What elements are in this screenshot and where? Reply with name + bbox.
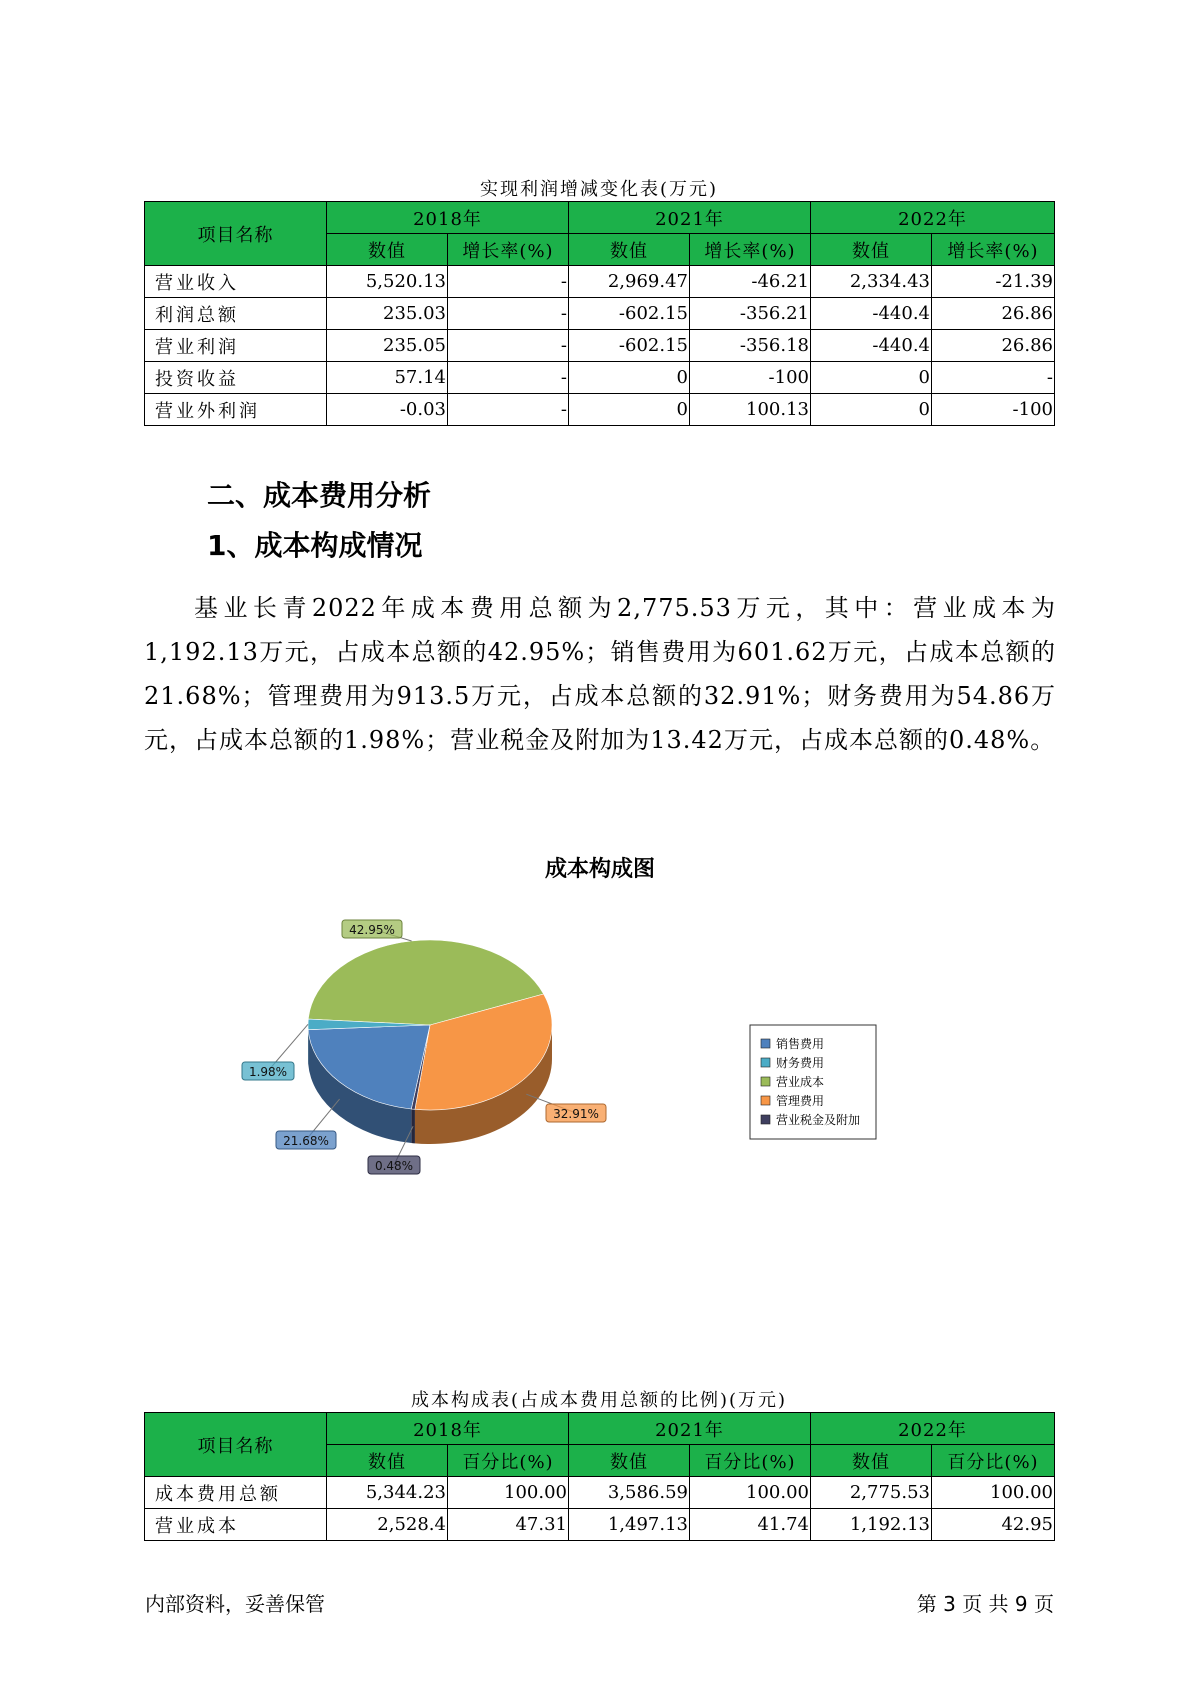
column-header: 增长率(%) — [690, 234, 811, 266]
row-label: 投资收益 — [145, 362, 327, 394]
legend-label: 财务费用 — [776, 1056, 825, 1070]
table-cell: - — [448, 330, 569, 362]
table-cell: - — [448, 298, 569, 330]
column-header: 百分比(%) — [690, 1445, 811, 1477]
row-label: 成本费用总额 — [145, 1477, 327, 1509]
table-cell: 3,586.59 — [569, 1477, 690, 1509]
table-cell: 2,969.47 — [569, 266, 690, 298]
table-cell: - — [448, 362, 569, 394]
legend-label: 销售费用 — [776, 1037, 825, 1051]
table-cell: 26.86 — [932, 330, 1055, 362]
table-cell: -356.18 — [690, 330, 811, 362]
table-cell: - — [932, 362, 1055, 394]
row-label: 营业外利润 — [145, 394, 327, 426]
table-row — [145, 1509, 1055, 1541]
section-heading: 二、成本费用分析 — [207, 479, 432, 512]
column-header: 百分比(%) — [448, 1445, 569, 1477]
table-cell: 2,334.43 — [811, 266, 932, 298]
table-cell: -0.03 — [327, 394, 448, 426]
year-header: 2021年 — [569, 202, 811, 234]
table-cell: - — [448, 394, 569, 426]
column-header: 数值 — [327, 234, 448, 266]
cost-table — [144, 1412, 1055, 1541]
table-cell: -602.15 — [569, 330, 690, 362]
table-cell: 2,528.4 — [327, 1509, 448, 1541]
paragraph-text: 基业长青2022年成本费用总额为2,775.53万元，其中：营业成本为1,192.13万元，占成本总额的42.95%；销售费用为601.62万元，占成本总额的21.68%；管理费用为913.5万元，占成本总额的32.91%；财务费用为54.86万元，占成本总额的1.98%；营业税金及附加为13.42万元，占成本总额的0.48%。 — [144, 594, 1056, 754]
item-name-header: 项目名称 — [145, 1413, 327, 1477]
column-header: 数值 — [811, 1445, 932, 1477]
table-cell: -440.4 — [811, 330, 932, 362]
year-header: 2022年 — [811, 1413, 1055, 1445]
table-cell: -602.15 — [569, 298, 690, 330]
row-label: 营业收入 — [145, 266, 327, 298]
legend-swatch — [761, 1077, 770, 1086]
data-label: 32.91% — [553, 1107, 599, 1121]
table-cell: -21.39 — [932, 266, 1055, 298]
table-cell: 5,520.13 — [327, 266, 448, 298]
table-cell: 2,775.53 — [811, 1477, 932, 1509]
item-name-header: 项目名称 — [145, 202, 327, 266]
table-cell: -100 — [932, 394, 1055, 426]
chart-legend — [750, 1025, 876, 1139]
column-header: 增长率(%) — [448, 234, 569, 266]
table-cell: - — [448, 266, 569, 298]
cost-table-caption: 成本构成表(占成本费用总额的比例)(万元) — [410, 1390, 788, 1411]
table-cell: 41.74 — [690, 1509, 811, 1541]
subsection-heading: 1、成本构成情况 — [207, 529, 423, 562]
page-number: 第 3 页 共 9 页 — [916, 1592, 1054, 1616]
row-label: 利润总额 — [145, 298, 327, 330]
data-label: 42.95% — [349, 923, 395, 937]
footer-note: 内部资料，妥善保管 — [145, 1592, 325, 1616]
table-cell: 5,344.23 — [327, 1477, 448, 1509]
column-header: 百分比(%) — [932, 1445, 1055, 1477]
legend-swatch — [761, 1058, 770, 1067]
table-cell: -100 — [690, 362, 811, 394]
table-cell: 42.95 — [932, 1509, 1055, 1541]
table-cell: 235.03 — [327, 298, 448, 330]
legend-label: 管理费用 — [776, 1094, 825, 1108]
chart-title: 成本构成图 — [544, 857, 655, 882]
year-header: 2018年 — [327, 1413, 569, 1445]
row-label: 营业成本 — [145, 1509, 327, 1541]
table-cell: 100.00 — [690, 1477, 811, 1509]
year-header: 2022年 — [811, 202, 1055, 234]
table-cell: 26.86 — [932, 298, 1055, 330]
column-header: 数值 — [811, 234, 932, 266]
row-label: 营业利润 — [145, 330, 327, 362]
legend-swatch — [761, 1039, 770, 1048]
data-label: 21.68% — [283, 1134, 329, 1148]
year-header: 2018年 — [327, 202, 569, 234]
legend-swatch — [761, 1115, 770, 1124]
data-label: 0.48% — [374, 1159, 414, 1173]
column-header: 数值 — [569, 1445, 690, 1477]
table-cell: 0 — [569, 394, 690, 426]
table-cell: 100.13 — [690, 394, 811, 426]
legend-swatch — [761, 1096, 770, 1105]
profit-table-caption: 实现利润增减变化表(万元) — [479, 179, 719, 200]
column-header: 数值 — [327, 1445, 448, 1477]
table-cell: 0 — [811, 362, 932, 394]
column-header: 增长率(%) — [932, 234, 1055, 266]
table-cell: -440.4 — [811, 298, 932, 330]
pie-side — [411, 1109, 415, 1143]
table-cell: 57.14 — [327, 362, 448, 394]
table-cell: 100.00 — [932, 1477, 1055, 1509]
legend-label: 营业成本 — [776, 1075, 825, 1089]
year-header: 2021年 — [569, 1413, 811, 1445]
legend-label: 营业税金及附加 — [776, 1113, 861, 1127]
table-row — [145, 1477, 1055, 1509]
data-label: 1.98% — [248, 1065, 288, 1079]
table-cell: 1,497.13 — [569, 1509, 690, 1541]
table-cell: 0 — [569, 362, 690, 394]
table-cell: 0 — [811, 394, 932, 426]
table-cell: 47.31 — [448, 1509, 569, 1541]
table-cell: 100.00 — [448, 1477, 569, 1509]
table-cell: 235.05 — [327, 330, 448, 362]
table-cell: 1,192.13 — [811, 1509, 932, 1541]
table-cell: -356.21 — [690, 298, 811, 330]
column-header: 数值 — [569, 234, 690, 266]
table-cell: -46.21 — [690, 266, 811, 298]
